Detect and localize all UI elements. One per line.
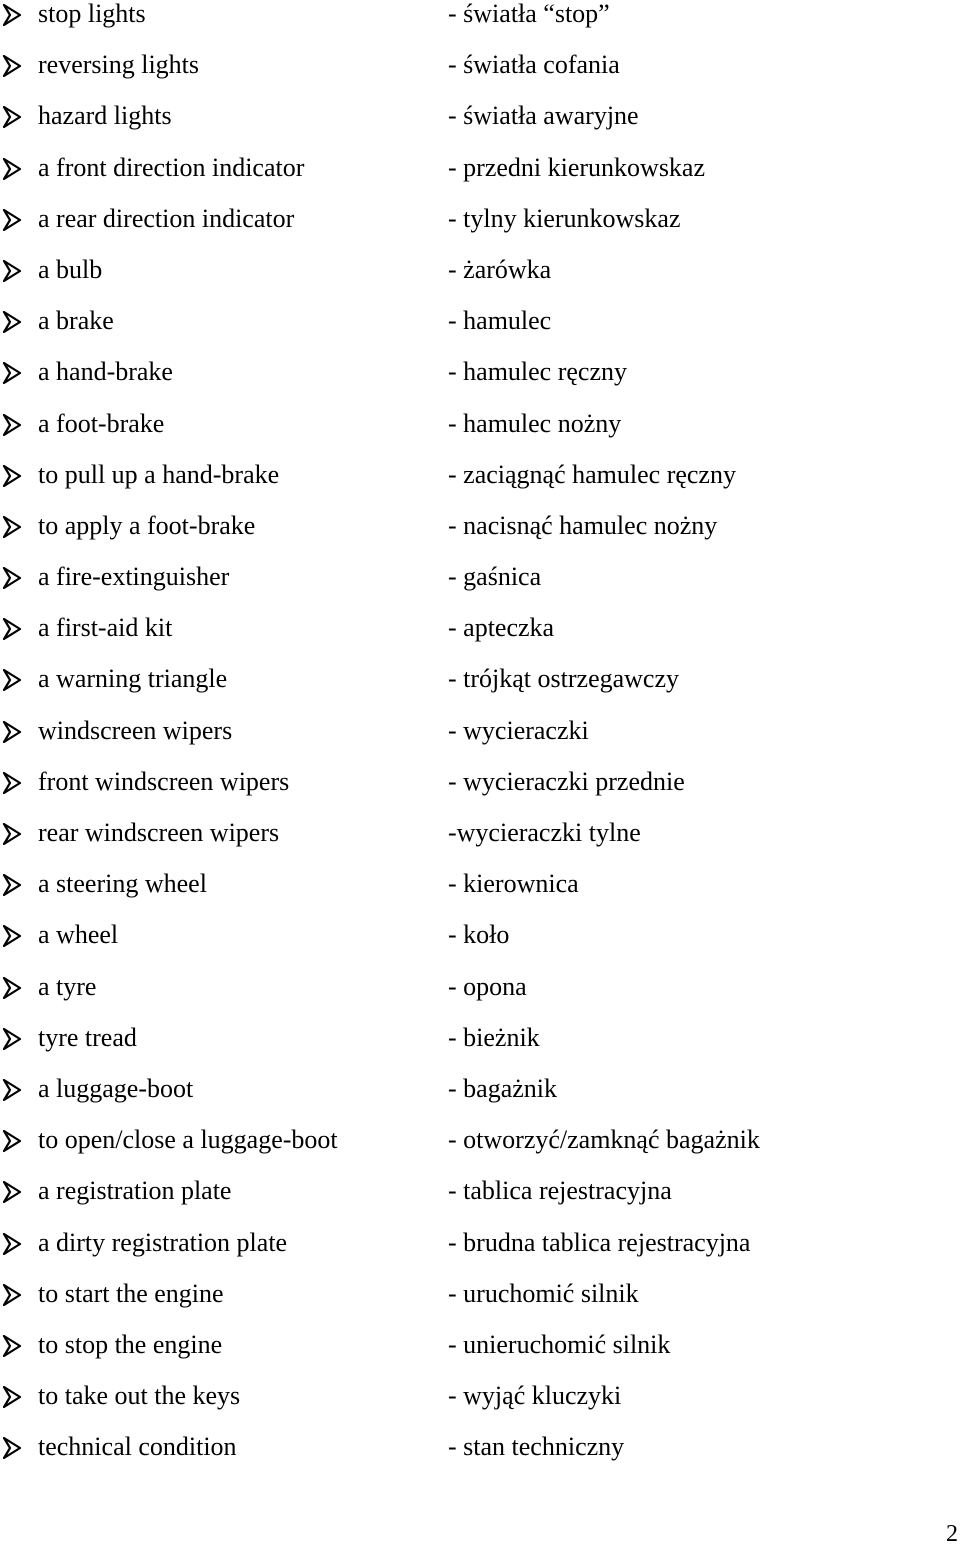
vocab-translation: - brudna tablica rejestracyjna (448, 1227, 751, 1257)
vocab-translation: - koło (448, 920, 510, 950)
vocab-row (0, 51, 960, 102)
arrowhead-bullet-icon (2, 158, 22, 180)
vocab-translation: - zaciągnąć hamulec ręczny (448, 459, 736, 489)
arrowhead-bullet-icon (2, 1079, 22, 1101)
arrowhead-bullet-icon (2, 1130, 22, 1152)
vocab-term: a first-aid kit (38, 613, 173, 643)
vocab-row (0, 461, 960, 512)
vocab-row (0, 870, 960, 921)
vocab-translation: - gaśnica (448, 562, 542, 592)
arrowhead-bullet-icon (2, 1233, 22, 1255)
vocab-translation: - nacisnąć hamulec nożny (448, 510, 718, 540)
vocab-row (0, 1177, 960, 1228)
vocab-row (0, 921, 960, 972)
vocab-row (0, 1280, 960, 1331)
vocab-row (0, 973, 960, 1024)
arrowhead-bullet-icon (2, 925, 22, 947)
arrowhead-bullet-icon (2, 311, 22, 333)
vocab-row (0, 1126, 960, 1177)
vocab-term: to apply a foot-brake (38, 510, 256, 540)
vocab-translation: - stan techniczny (448, 1432, 625, 1462)
vocab-term: a fire-extinguisher (38, 562, 230, 592)
vocab-translation: - kierownica (448, 869, 579, 899)
vocab-translation: - wycieraczki przednie (448, 766, 685, 796)
vocab-term: a warning triangle (38, 664, 228, 694)
arrowhead-bullet-icon (2, 1386, 22, 1408)
vocab-translation: - apteczka (448, 613, 555, 643)
vocab-translation: - wyjąć kluczyki (448, 1381, 622, 1411)
vocab-row (0, 614, 960, 665)
arrowhead-bullet-icon (2, 772, 22, 794)
vocab-term: a luggage-boot (38, 1073, 194, 1103)
vocab-translation: - światła “stop” (448, 0, 610, 28)
vocab-term: a bulb (38, 254, 103, 284)
vocab-term: a registration plate (38, 1176, 232, 1206)
vocab-row (0, 102, 960, 153)
vocab-term: a foot-brake (38, 408, 165, 438)
vocab-term: front windscreen wipers (38, 766, 290, 796)
vocab-row (0, 358, 960, 409)
vocab-term: rear windscreen wipers (38, 818, 280, 847)
vocab-translation: - bieżnik (448, 1022, 540, 1052)
arrowhead-bullet-icon (2, 669, 22, 691)
vocab-term: to pull up a hand-brake (38, 459, 280, 489)
vocab-term: stop lights (38, 0, 146, 28)
vocab-translation: - uruchomić silnik (448, 1278, 639, 1308)
vocab-term: a brake (38, 306, 114, 336)
vocab-translation: - trójkąt ostrzegawczy (448, 664, 680, 694)
vocab-translation: - wycieraczki (448, 715, 589, 745)
arrowhead-bullet-icon (2, 106, 22, 128)
arrowhead-bullet-icon (2, 874, 22, 896)
vocab-term: a tyre (38, 971, 97, 1001)
vocab-row (0, 1075, 960, 1126)
vocab-term: a wheel (38, 920, 119, 950)
arrowhead-bullet-icon (2, 55, 22, 77)
vocab-translation: - tablica rejestracyjna (448, 1176, 672, 1206)
arrowhead-bullet-icon (2, 516, 22, 538)
vocab-row (0, 1229, 960, 1280)
vocab-term: windscreen wipers (38, 715, 233, 745)
arrowhead-bullet-icon (2, 1335, 22, 1357)
arrowhead-bullet-icon (2, 618, 22, 640)
vocab-row (0, 307, 960, 358)
vocab-translation: - unieruchomić silnik (448, 1329, 671, 1359)
vocab-row (0, 1024, 960, 1075)
vocab-translation: - hamulec ręczny (448, 357, 628, 387)
vocab-term: a hand-brake (38, 357, 173, 387)
vocab-row (0, 256, 960, 307)
vocab-row (0, 768, 960, 819)
arrowhead-bullet-icon (2, 1284, 22, 1306)
arrowhead-bullet-icon (2, 465, 22, 487)
vocab-translation: - tylny kierunkowskaz (448, 203, 681, 233)
vocab-row (0, 410, 960, 461)
vocab-term: a rear direction indicator (38, 203, 295, 233)
vocab-row (0, 563, 960, 614)
vocab-row (0, 1382, 960, 1433)
page-number: 2 (946, 1521, 958, 1547)
vocab-row (0, 205, 960, 256)
arrowhead-bullet-icon (2, 977, 22, 999)
vocab-row (0, 1331, 960, 1382)
vocab-translation: - żarówka (448, 254, 552, 284)
vocab-term: to open/close a luggage-boot (38, 1125, 338, 1155)
vocab-term: hazard lights (38, 101, 172, 131)
vocab-term: technical condition (38, 1432, 237, 1462)
vocab-translation: - bagażnik (448, 1073, 558, 1103)
vocab-row (0, 154, 960, 205)
arrowhead-bullet-icon (2, 567, 22, 589)
arrowhead-bullet-icon (2, 1181, 22, 1203)
arrowhead-bullet-icon (2, 260, 22, 282)
vocab-row (0, 512, 960, 563)
vocab-row (0, 717, 960, 768)
arrowhead-bullet-icon (2, 362, 22, 384)
vocab-translation: - światła cofania (448, 50, 620, 80)
vocab-term: reversing lights (38, 50, 200, 80)
arrowhead-bullet-icon (2, 209, 22, 231)
vocab-term: to stop the engine (38, 1329, 223, 1359)
arrowhead-bullet-icon (2, 1028, 22, 1050)
arrowhead-bullet-icon (2, 823, 22, 845)
vocab-term: tyre tread (38, 1022, 137, 1052)
vocab-row (0, 665, 960, 716)
arrowhead-bullet-icon (2, 414, 22, 436)
vocab-row (0, 1433, 960, 1484)
vocab-term: to take out the keys (38, 1381, 241, 1411)
vocab-term: a steering wheel (38, 869, 207, 899)
vocab-translation: - opona (448, 971, 527, 1001)
vocab-translation: - przedni kierunkowskaz (448, 152, 706, 182)
arrowhead-bullet-icon (2, 721, 22, 743)
arrowhead-bullet-icon (2, 1437, 22, 1459)
vocab-row (0, 0, 960, 51)
vocab-row (0, 819, 960, 870)
vocab-translation: - hamulec nożny (448, 408, 622, 438)
arrowhead-bullet-icon (2, 4, 22, 26)
vocab-translation: - otworzyć/zamknąć bagażnik (448, 1125, 760, 1155)
vocab-translation: - hamulec (448, 306, 552, 336)
vocab-translation: - światła awaryjne (448, 101, 639, 131)
vocab-term: a front direction indicator (38, 152, 305, 182)
vocab-term: a dirty registration plate (38, 1227, 288, 1257)
vocab-translation: -wycieraczki tylne (448, 818, 641, 847)
vocab-term: to start the engine (38, 1278, 224, 1308)
